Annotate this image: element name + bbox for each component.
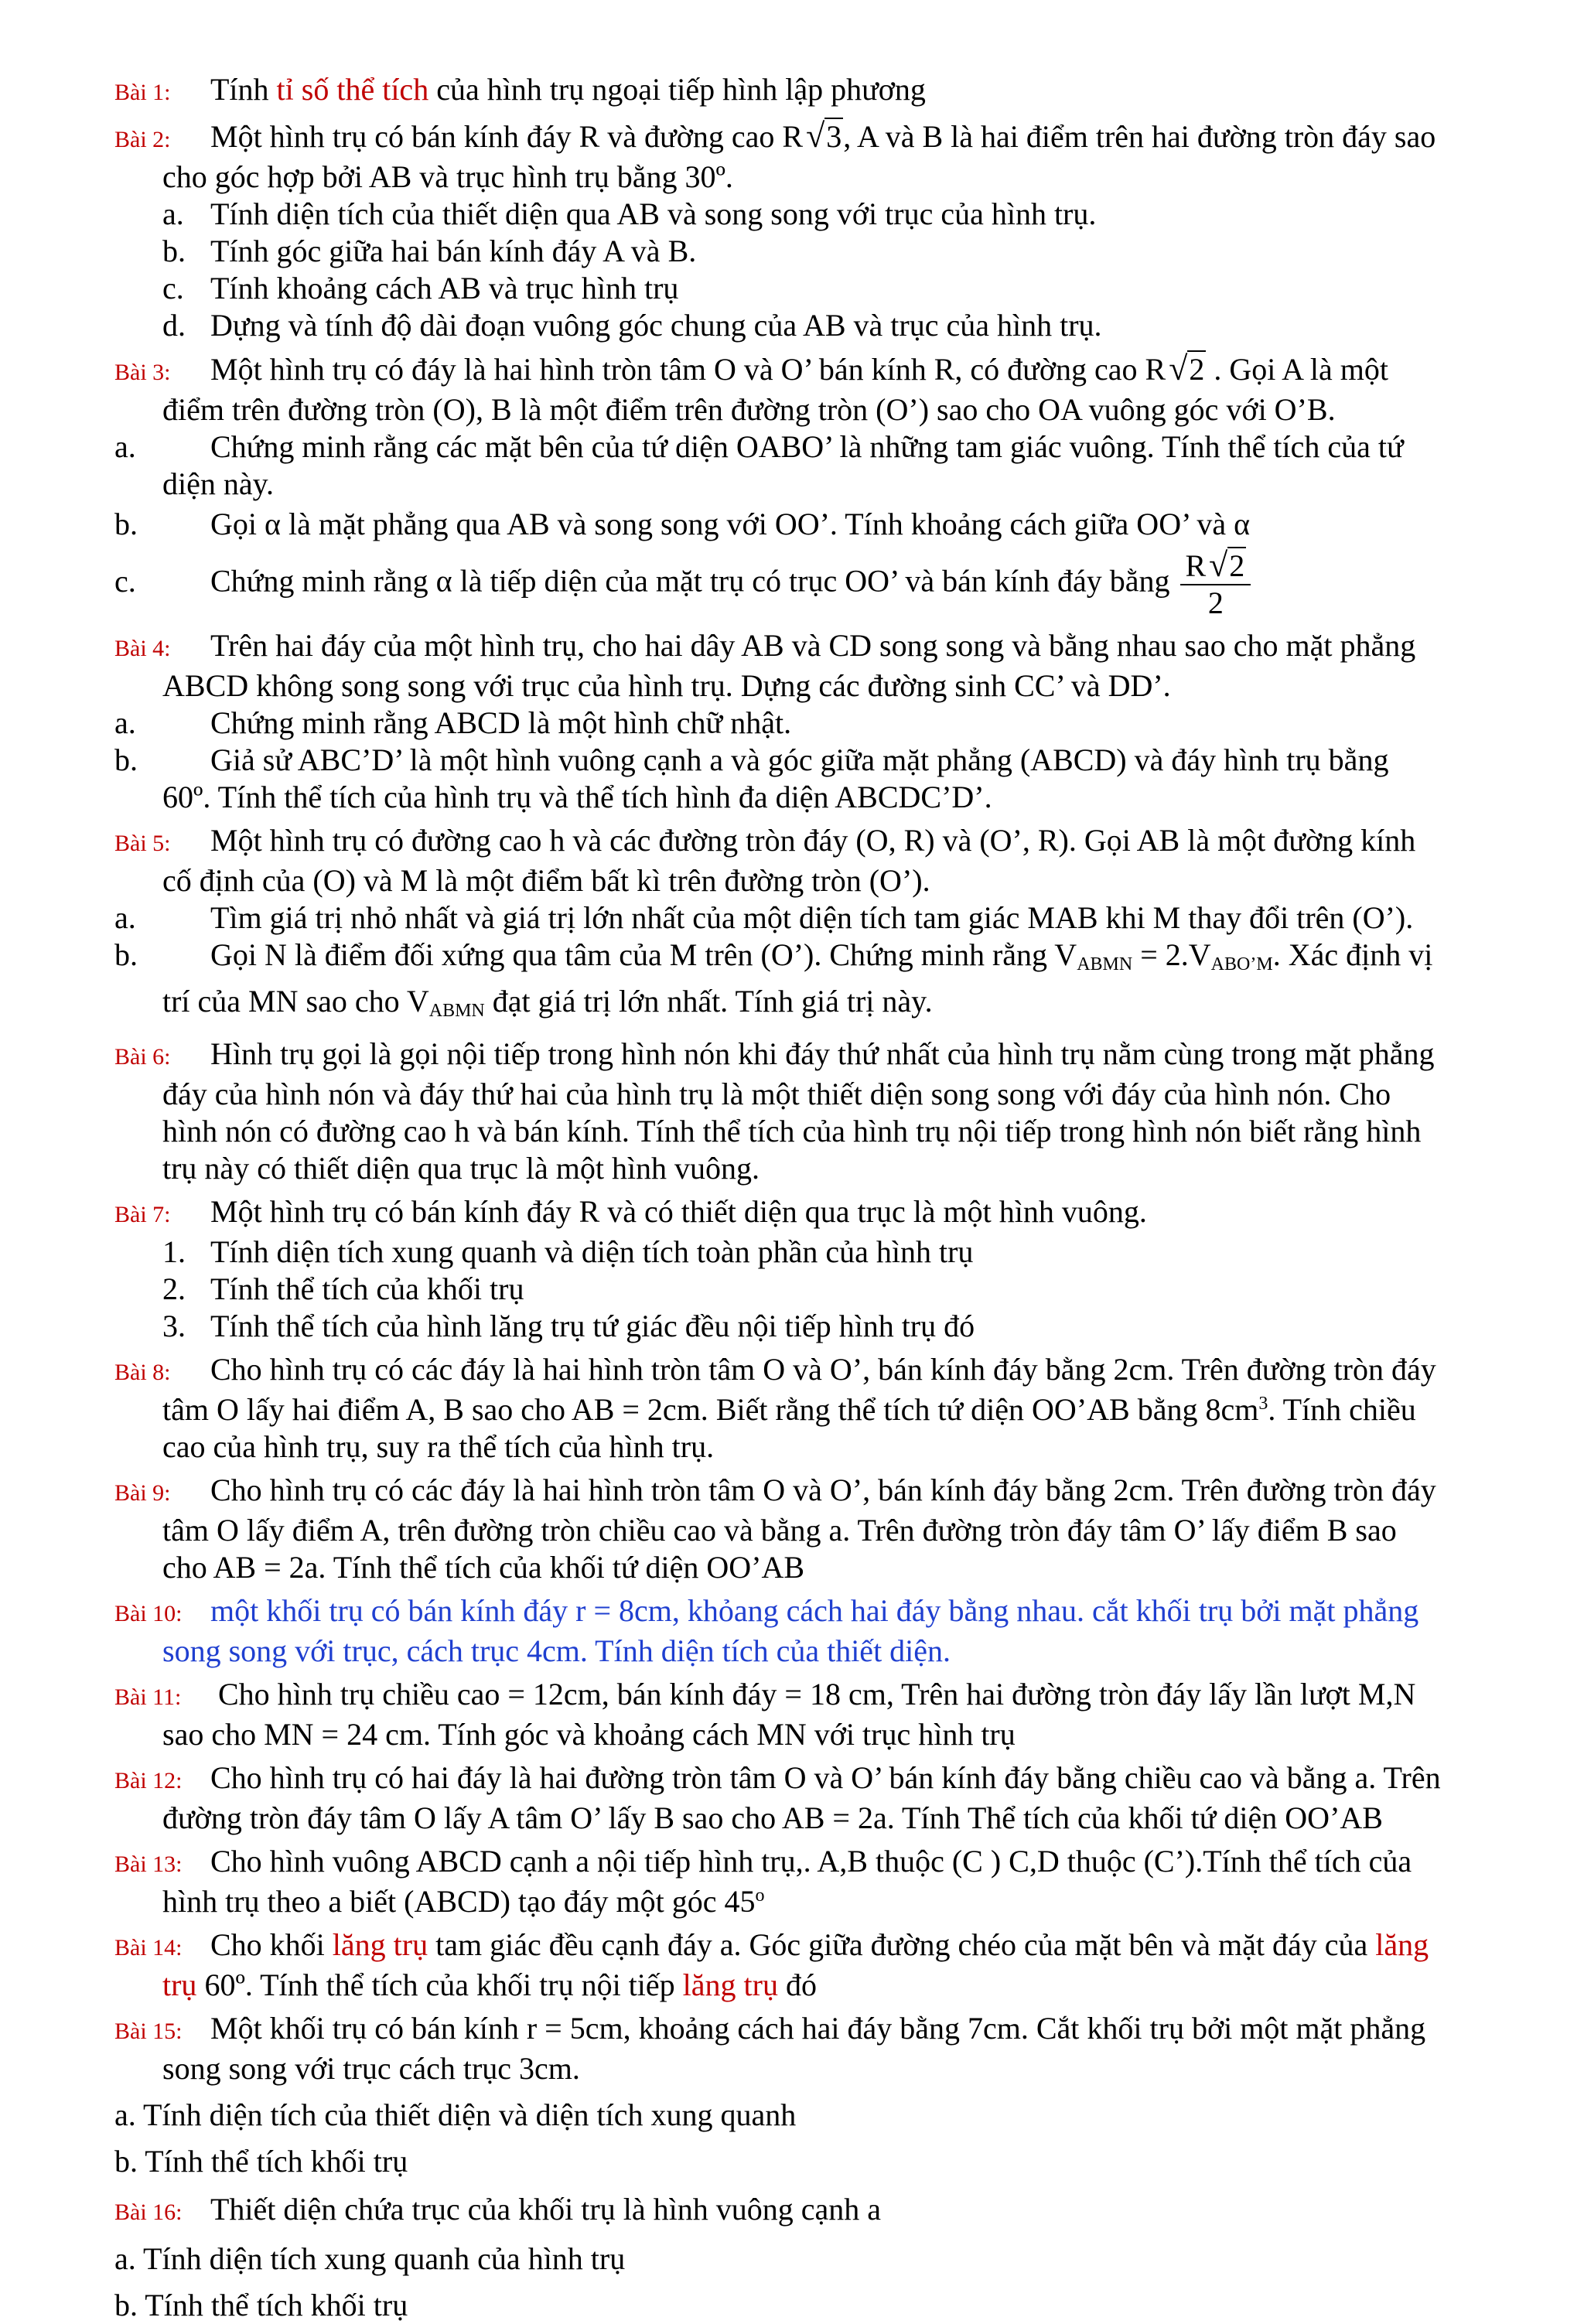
exercise-label: Bài 9:	[114, 1480, 171, 1506]
exercise-16: Bài 16: Thiết diện chứa trục của khối trụ là hình vuông cạnh a a. Tính diện tích xung quanh của hình trụ b. Tính thể tích khối trụ	[114, 2192, 881, 2322]
exercise-label: Bài 14:	[114, 1935, 183, 1961]
exercise-label: Bài 6:	[114, 1044, 171, 1070]
fraction: $\frac{R√2}{2}$	[1180, 548, 1251, 621]
exercise-14: Bài 14: Cho khối lăng trụ tam giác đều cạnh đáy a. Góc giữa đường chéo của mặt bên và mặt đáy của lăng trụ 60º. Tính thể tích của khối trụ nội tiếp lăng trụ đó	[114, 1927, 1429, 2002]
sub-item: c. Tính khoảng cách AB và trục hình trụ	[162, 271, 679, 305]
exercise-label: Bài 11:	[114, 1684, 182, 1710]
exercise-8: Bài 8: Cho hình trụ có các đáy là hai hình tròn tâm O và O’, bán kính đáy bằng 2cm. Trên đường tròn đáy tâm O lấy hai điểm A, B sao cho AB = 2cm. Biết rằng thể tích tứ diện OO’AB bằng $8cm^3$. Tính chiều cao của hình trụ, suy ra thể tích của hình trụ.	[114, 1352, 1436, 1464]
sub-item: 1. Tính diện tích xung quanh và diện tích toàn phần của hình trụ	[162, 1234, 974, 1269]
exercise-1: Bài 1: Tính tỉ số thể tích của hình trụ ngoại tiếp hình lập phương	[114, 71, 1507, 111]
exercise-11: Bài 11: Cho hình trụ chiều cao = 12cm, bán kính đáy = 18 cm, Trên hai đường tròn đáy lấy lần lượt M,N sao cho MN = 24 cm. Tính góc và khoảng cách MN với trục hình trụ	[114, 1677, 1416, 1752]
exercise-12: Bài 12: Cho hình trụ có hai đáy là hai đường tròn tâm O và O’ bán kính đáy bằng chiều cao và bằng a. Trên đường tròn đáy tâm O lấy A tâm O’ lấy B sao cho AB = 2a. Tính Thể tích của khối tứ diện OO’AB	[114, 1760, 1441, 1835]
sub-item: a. Tìm giá trị nhỏ nhất và giá trị lớn nhất của một diện tích tam giác MAB khi M thay đổi trên (O’).	[114, 900, 1414, 935]
sub-item: 3. Tính thể tích của hình lăng trụ tứ giác đều nội tiếp hình trụ đó	[162, 1309, 975, 1343]
exercise-3: Bài 3: Một hình trụ có đáy là hai hình tròn tâm O và O’ bán kính R, có đường cao R√2 . Gọi A là một điểm trên đường tròn (O), B là một điểm trên đường tròn (O’) sao cho OA vuông góc với O’B. a. Chứng minh rằng các mặt bên của tứ diện OABO’ là những tam giác vuông. Tính thể tích của tứ diện này. b. Gọi α là mặt phẳng qua AB và song song với OO’. Tính khoảng cách giữa OO’ và α c. Chứng minh rằng α là tiếp diện của mặt trụ có trục OO’ và bán kính đáy bằng $\frac{R√2}{2}$	[114, 350, 1507, 621]
exercise-label: Bài 7:	[114, 1202, 171, 1227]
sub-item: b. Gọi α là mặt phẳng qua AB và song song với OO’. Tính khoảng cách giữa OO’ và α	[114, 507, 1251, 541]
exercise-label: Bài 4:	[114, 636, 171, 661]
sub-item: d. Dựng và tính độ dài đoạn vuông góc chung của AB và trục của hình trụ.	[162, 308, 1102, 343]
exercise-label: Bài 15:	[114, 2019, 183, 2044]
sqrt-expression: √3	[806, 117, 842, 155]
exercise-label: Bài 16:	[114, 2199, 183, 2225]
exercise-7: Bài 7: Một hình trụ có bán kính đáy R và có thiết diện qua trục là một hình vuông. 1. Tính diện tích xung quanh và diện tích toàn phần của hình trụ 2. Tính thể tích của khối trụ 3. Tính thể tích của hình lăng trụ tứ giác đều nội tiếp hình trụ đó	[114, 1193, 1507, 1345]
sub-item: 2. Tính thể tích của khối trụ	[162, 1271, 524, 1306]
exercise-label: Bài 13:	[114, 1851, 183, 1877]
exercise-10: Bài 10: một khối trụ có bán kính đáy r = 8cm, khỏang cách hai đáy bằng nhau. cắt khối trụ bởi mặt phẳng song song với trục, cách trục 4cm. Tính diện tích của thiết diện.	[114, 1593, 1419, 1668]
sub-item: a. Chứng minh rằng ABCD là một hình chữ nhật.	[114, 705, 792, 740]
exercise-label: Bài 3:	[114, 360, 171, 385]
exercise-label: Bài 5:	[114, 831, 171, 856]
exercise-6: Bài 6: Hình trụ gọi là gọi nội tiếp trong hình nón khi đáy thứ nhất của hình trụ nằm cùng trong mặt phẳng đáy của hình nón và đáy thứ hai của hình trụ là một thiết diện song song với đáy của hình nón. Cho hình nón có đường cao h và bán kính. Tính thể tích của hình trụ nội tiếp trong hình nón biết rằng hình trụ này có thiết diện qua trục là một hình vuông.	[114, 1036, 1435, 1186]
exercise-13: Bài 13: Cho hình vuông ABCD cạnh a nội tiếp hình trụ,. A,B thuộc (C ) C,D thuộc (C’).Tính thể tích của hình trụ theo a biết (ABCD) tạo đáy một góc 45$^o$	[114, 1844, 1412, 1919]
sub-item: c. Chứng minh rằng α là tiếp diện của mặt trụ có trục OO’ và bán kính đáy bằng $\frac{R√2}{2}$	[114, 548, 1507, 621]
sub-item: b. Tính góc giữa hai bán kính đáy A và B.	[162, 234, 697, 268]
exercise-label: Bài 12:	[114, 1768, 183, 1793]
document-page	[114, 71, 1507, 2324]
exercise-2: Bài 2: Một hình trụ có bán kính đáy R và đường cao R√3, A và B là hai điểm trên hai đường tròn đáy sao cho góc hợp bởi AB và trục hình trụ bằng 30º. a. Tính diện tích của thiết diện qua AB và song song với trục của hình trụ. b. Tính góc giữa hai bán kính đáy A và B. c. Tính khoảng cách AB và trục hình trụ d. Dựng và tính độ dài đoạn vuông góc chung của AB và trục của hình trụ.	[114, 118, 1507, 344]
exercise-5: Bài 5: Một hình trụ có đường cao h và các đường tròn đáy (O, R) và (O’, R). Gọi AB là một đường kính cố định của (O) và M là một điểm bất kì trên đường tròn (O’). a. Tìm giá trị nhỏ nhất và giá trị lớn nhất của một diện tích tam giác MAB khi M thay đổi trên (O’). b. Gọi N là điểm đối xứng qua tâm của M trên (O’). Chứng minh rằng $V_{ABMN} = 2.V_{ABO’M}$. Xác định vị trí của MN sao cho $V_{ABMN}$ đạt giá trị lớn nhất. Tính giá trị này.	[114, 822, 1507, 1029]
highlight-text: tỉ số thể tích	[276, 72, 429, 107]
exercise-label: Bài 10:	[114, 1601, 183, 1626]
exercise-label: Bài 1:	[114, 80, 171, 105]
sub-item: a. Chứng minh rằng các mặt bên của tứ diện OABO’ là những tam giác vuông. Tính thể tích của tứ	[114, 429, 1404, 464]
sub-item: b. Giả sử ABC’D’ là một hình vuông cạnh a và góc giữa mặt phẳng (ABCD) và đáy hình trụ bằng	[114, 742, 1389, 777]
exercise-15: Bài 15: Một khối trụ có bán kính r = 5cm, khoảng cách hai đáy bằng 7cm. Cắt khối trụ bởi một mặt phẳng song song với trục cách trục 3cm. a. Tính diện tích của thiết diện và diện tích xung quanh b. Tính thể tích khối trụ	[114, 2011, 1426, 2179]
sub-item: a. Tính diện tích của thiết diện qua AB và song song với trục của hình trụ.	[162, 196, 1097, 231]
exercise-label: Bài 2:	[114, 127, 171, 152]
sqrt-expression: √2	[1169, 350, 1205, 387]
exercise-9: Bài 9: Cho hình trụ có các đáy là hai hình tròn tâm O và O’, bán kính đáy bằng 2cm. Trên đường tròn đáy tâm O lấy điểm A, trên đường tròn chiều cao và bằng a. Trên đường tròn đáy tâm O’ lấy điểm B sao cho AB = 2a. Tính thể tích của khối tứ diện OO’AB	[114, 1473, 1436, 1585]
exercise-4: Bài 4: Trên hai đáy của một hình trụ, cho hai dây AB và CD song song và bằng nhau sao cho mặt phẳng ABCD không song song với trục của hình trụ. Dựng các đường sinh CC’ và DD’. a. Chứng minh rằng ABCD là một hình chữ nhật. b. Giả sử ABC’D’ là một hình vuông cạnh a và góc giữa mặt phẳng (ABCD) và đáy hình trụ bằng 60º. Tính thể tích của hình trụ và thể tích hình đa diện ABCDC’D’.	[114, 627, 1507, 816]
sub-item: b. Gọi N là điểm đối xứng qua tâm của M trên (O’). Chứng minh rằng $V_{ABMN} = 2.V_{ABO’M}$. Xác định vị	[114, 937, 1433, 974]
exercise-label: Bài 8:	[114, 1360, 171, 1385]
